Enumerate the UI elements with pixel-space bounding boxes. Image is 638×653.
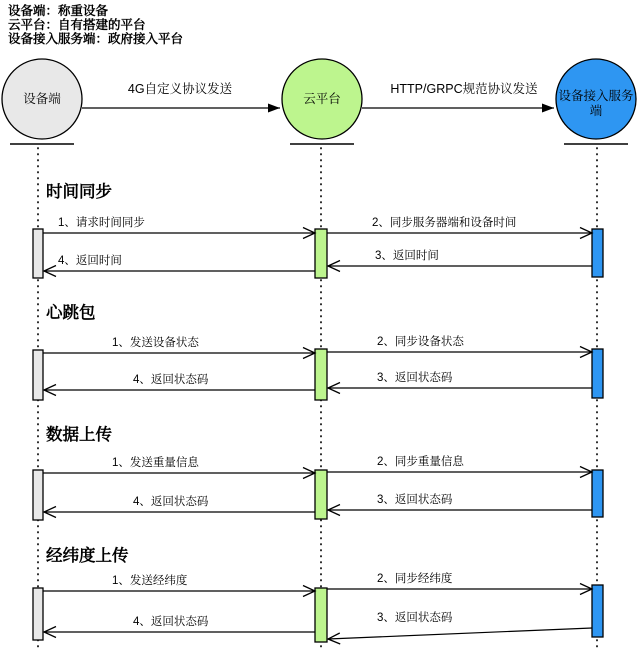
message-label-4: 4、返回时间: [58, 255, 122, 267]
cloud-to-service-arrow-label: HTTP/GRPC规范协议发送: [390, 82, 538, 96]
section-title: 心跳包: [46, 304, 96, 322]
legend: [8, 3, 184, 46]
activation-service: [592, 229, 603, 277]
message-label-4: 4、返回状态码: [133, 496, 209, 508]
activation-cloud: [315, 588, 327, 642]
actor-device: [2, 59, 82, 144]
activation-service: [592, 349, 603, 398]
activation-cloud: [315, 470, 327, 519]
message-arrow-3: [328, 628, 592, 639]
message-label-2: 2、同步重量信息: [377, 456, 464, 468]
section-heartbeat: [33, 302, 603, 400]
section-time-sync: [33, 181, 603, 278]
activation-service: [592, 585, 603, 637]
activation-device: [33, 350, 43, 400]
section-title: 数据上传: [46, 426, 112, 444]
message-label-1: 1、发送重量信息: [112, 457, 199, 469]
activation-cloud: [315, 349, 327, 400]
message-label-4: 4、返回状态码: [133, 616, 209, 628]
activation-device: [33, 229, 43, 278]
activation-cloud: [315, 229, 327, 278]
section-data-upload: [33, 424, 603, 520]
message-label-2: 2、同步设备状态: [377, 336, 464, 348]
message-label-3: 3、返回状态码: [377, 372, 453, 384]
legend-line-service: 设备接入服务端：政府接入平台: [8, 32, 184, 46]
message-label-3: 3、返回状态码: [377, 494, 453, 506]
service-label-line1: 设备接入服务: [558, 89, 634, 103]
message-label-2: 2、同步服务器端和设备时间: [372, 217, 517, 229]
service-label-line2: 端: [589, 104, 603, 118]
activation-device: [33, 588, 43, 640]
actor-service: [556, 59, 636, 144]
activation-device: [33, 470, 43, 520]
message-label-3: 3、返回时间: [375, 250, 439, 262]
cloud-label: 云平台: [303, 92, 341, 106]
device-label: 设备端: [23, 92, 61, 106]
legend-line-device: 设备端：称重设备: [8, 4, 109, 18]
message-label-2: 2、同步经纬度: [377, 573, 453, 585]
message-label-4: 4、返回状态码: [133, 374, 209, 386]
message-label-1: 1、发送设备状态: [112, 337, 199, 349]
section-title: 经纬度上传: [46, 547, 129, 565]
message-label-1: 1、发送经纬度: [112, 575, 188, 587]
message-label-1: 1、请求时间同步: [58, 217, 145, 229]
device-to-cloud-arrow-label: 4G自定义协议发送: [127, 82, 233, 96]
legend-line-cloud: 云平台：自有搭建的平台: [8, 18, 146, 32]
section-title: 时间同步: [46, 183, 112, 201]
actor-cloud: [282, 59, 362, 144]
activation-service: [592, 470, 603, 517]
section-latlong-upload: [33, 545, 603, 642]
message-label-3: 3、返回状态码: [377, 612, 453, 624]
